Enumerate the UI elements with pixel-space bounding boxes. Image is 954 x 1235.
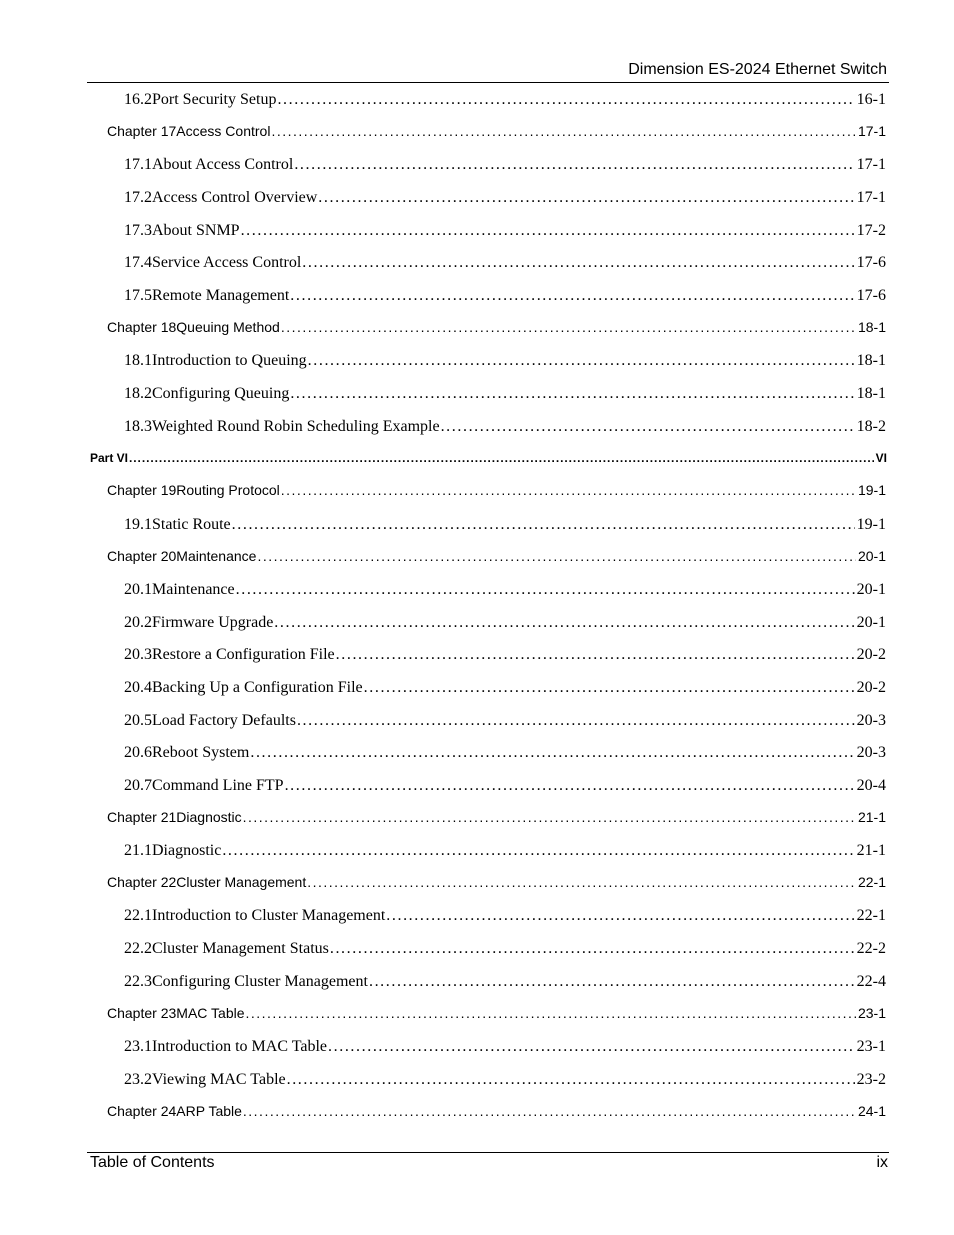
- footer-page-number: ix: [876, 1154, 888, 1171]
- toc-section-row[interactable]: [0, 777, 954, 799]
- dot-leader: [236, 581, 855, 599]
- toc-entry-page: 20-2: [856, 646, 886, 663]
- dot-leader: [281, 319, 856, 335]
- dot-leader: [129, 451, 874, 465]
- dot-leader: [246, 1005, 856, 1021]
- toc-entry-page: 20-2: [856, 679, 886, 696]
- dot-leader: [308, 352, 855, 370]
- toc-entry-number: 18.2: [124, 385, 152, 402]
- toc-entry-title: Introduction to Queuing: [152, 352, 307, 369]
- toc-section-row[interactable]: [0, 1071, 954, 1093]
- toc-entry-page: 20-3: [856, 712, 886, 729]
- toc-section-row[interactable]: [0, 287, 954, 309]
- toc-chapter-row[interactable]: [0, 548, 954, 570]
- toc-entry-page: 18-2: [856, 418, 886, 435]
- toc-entry-page: 17-1: [856, 189, 886, 206]
- toc-section-row[interactable]: [0, 91, 954, 113]
- toc-entry-page: 21-1: [856, 842, 886, 859]
- toc-entry-number: Chapter 21: [107, 809, 177, 825]
- toc-section-row[interactable]: [0, 222, 954, 244]
- toc-entry-title: Introduction to MAC Table: [152, 1038, 328, 1055]
- toc-entry-title: Port Security Setup: [152, 91, 277, 108]
- footer-divider: [87, 1152, 889, 1153]
- dot-leader: [386, 907, 854, 925]
- toc-entry-title: Weighted Round Robin Scheduling Example: [152, 418, 440, 435]
- toc-entry-page: 23-2: [856, 1071, 886, 1088]
- toc-entry-number: 22.1: [124, 907, 152, 924]
- toc-section-row[interactable]: [0, 189, 954, 211]
- dot-leader: [297, 712, 855, 730]
- dot-leader: [232, 516, 855, 534]
- toc-entry-page: 20-4: [856, 777, 886, 794]
- dot-leader: [318, 189, 854, 207]
- toc-entry-title: Service Access Control: [152, 254, 302, 271]
- toc-entry-page: 18-1: [856, 385, 886, 402]
- header-divider: [87, 82, 889, 83]
- toc-section-row[interactable]: [0, 940, 954, 962]
- toc-entry-page: 22-1: [856, 907, 886, 924]
- toc-entry-title: Remote Management: [152, 287, 290, 304]
- toc-entry-number: 23.1: [124, 1038, 152, 1055]
- toc-entry-number: 17.1: [124, 156, 152, 173]
- dot-leader: [241, 222, 855, 240]
- dot-leader: [441, 418, 855, 436]
- toc-entry-title: About Access Control: [152, 156, 294, 173]
- dot-leader: [330, 940, 855, 958]
- toc-entry-page: 21-1: [857, 809, 886, 825]
- toc-entry-title: Queuing Method: [176, 319, 280, 335]
- toc-section-row[interactable]: [0, 614, 954, 636]
- dot-leader: [364, 679, 855, 697]
- toc-entry-number: Chapter 17: [107, 123, 177, 139]
- dot-leader: [290, 287, 854, 305]
- toc-entry-page: 17-6: [856, 287, 886, 304]
- toc-chapter-row[interactable]: [0, 319, 954, 341]
- toc-entry-page: 20-3: [856, 744, 886, 761]
- toc-entry-title: Access Control Overview: [152, 189, 318, 206]
- toc-entry-number: 17.3: [124, 222, 152, 239]
- toc-entry-title: Cluster Management Status: [152, 940, 329, 957]
- toc-entry-number: Chapter 24: [107, 1103, 177, 1119]
- toc-section-row[interactable]: [0, 842, 954, 864]
- toc-entry-title: MAC Table: [176, 1005, 245, 1021]
- dot-leader: [271, 123, 856, 139]
- toc-entry-number: 22.2: [124, 940, 152, 957]
- toc-entry-title: ARP Table: [176, 1103, 242, 1119]
- toc-entry-number: 17.2: [124, 189, 152, 206]
- toc-section-row[interactable]: [0, 679, 954, 701]
- toc-chapter-row[interactable]: [0, 482, 954, 504]
- toc-section-row[interactable]: [0, 418, 954, 440]
- toc-chapter-row[interactable]: [0, 1103, 954, 1125]
- toc-entry-page: 19-1: [856, 516, 886, 533]
- toc-entry-page: 22-1: [857, 874, 886, 890]
- toc-entry-page: 17-6: [856, 254, 886, 271]
- toc-entry-title: Diagnostic: [176, 809, 242, 825]
- dot-leader: [274, 614, 854, 632]
- toc-entry-title: Viewing MAC Table: [152, 1071, 286, 1088]
- toc-entry-title: Maintenance: [176, 548, 257, 564]
- toc-entry-number: 20.4: [124, 679, 152, 696]
- toc-entry-number: 17.4: [124, 254, 152, 271]
- toc-entry-title: Backing Up a Configuration File: [152, 679, 363, 696]
- dot-leader: [287, 1071, 855, 1089]
- toc-entry-title: Configuring Cluster Management: [152, 973, 368, 990]
- toc-entry-title: Maintenance: [152, 581, 235, 598]
- toc-entry-number: Chapter 23: [107, 1005, 177, 1021]
- dot-leader: [257, 548, 856, 564]
- toc-entry-page: 19-1: [857, 482, 886, 498]
- toc-section-row[interactable]: [0, 712, 954, 734]
- toc-entry-page: 18-1: [857, 319, 886, 335]
- toc-entry-number: 16.2: [124, 91, 152, 108]
- toc-section-row[interactable]: [0, 646, 954, 668]
- dot-leader: [250, 744, 854, 762]
- toc-section-row[interactable]: [0, 973, 954, 995]
- toc-entry-title: Firmware Upgrade: [152, 614, 274, 631]
- toc-section-row[interactable]: [0, 156, 954, 178]
- toc-chapter-row[interactable]: [0, 1005, 954, 1027]
- toc-entry-title: Configuring Queuing: [152, 385, 290, 402]
- toc-entry-number: 20.3: [124, 646, 152, 663]
- toc-entry-number: 22.3: [124, 973, 152, 990]
- toc-entry-number: Chapter 18: [107, 319, 177, 335]
- toc-section-row[interactable]: [0, 254, 954, 276]
- running-header-title: Dimension ES-2024 Ethernet Switch: [628, 61, 887, 78]
- dot-leader: [290, 385, 854, 403]
- toc-entry-page: 22-2: [856, 940, 886, 957]
- dot-leader: [307, 874, 856, 890]
- toc-entry-number: 18.3: [124, 418, 152, 435]
- toc-entry-number: 19.1: [124, 516, 152, 533]
- toc-entry-title: Restore a Configuration File: [152, 646, 335, 663]
- toc-entry-title: About SNMP: [152, 222, 240, 239]
- toc-entry-title: Reboot System: [152, 744, 250, 761]
- toc-section-row[interactable]: [0, 352, 954, 374]
- toc-entry-page: 22-4: [856, 973, 886, 990]
- toc-entry-page: 20-1: [857, 548, 886, 564]
- toc-entry-title: Command Line FTP: [152, 777, 284, 794]
- toc-entry-title: Load Factory Defaults: [152, 712, 296, 729]
- toc-entry-title: Routing Protocol: [176, 482, 280, 498]
- toc-entry-page: 17-2: [856, 222, 886, 239]
- dot-leader: [281, 482, 856, 498]
- toc-part-row[interactable]: [0, 451, 954, 473]
- toc-entry-number: 20.7: [124, 777, 152, 794]
- toc-entry-page: 18-1: [856, 352, 886, 369]
- toc-entry-page: 20-1: [856, 581, 886, 598]
- toc-entry-number: 20.1: [124, 581, 152, 598]
- toc-section-row[interactable]: [0, 581, 954, 603]
- toc-entry-number: 17.5: [124, 287, 152, 304]
- toc-entry-number: 18.1: [124, 352, 152, 369]
- toc-entry-number: 21.1: [124, 842, 152, 859]
- toc-entry-number: Chapter 22: [107, 874, 177, 890]
- toc-section-row[interactable]: [0, 516, 954, 538]
- toc-entry-number: Chapter 19: [107, 482, 177, 498]
- dot-leader: [243, 809, 856, 825]
- toc-entry-page: 16-1: [856, 91, 886, 108]
- toc-entry-page: 23-1: [857, 1005, 886, 1021]
- dot-leader: [222, 842, 854, 860]
- toc-chapter-row[interactable]: [0, 874, 954, 896]
- toc-entry-title: Cluster Management: [176, 874, 307, 890]
- dot-leader: [277, 91, 854, 109]
- dot-leader: [243, 1103, 856, 1119]
- toc-chapter-row[interactable]: [0, 809, 954, 831]
- toc-entry-number: Chapter 20: [107, 548, 177, 564]
- toc-section-row[interactable]: [0, 907, 954, 929]
- dot-leader: [285, 777, 855, 795]
- dot-leader: [369, 973, 855, 991]
- toc-entry-page: 24-1: [857, 1103, 886, 1119]
- toc-entry-page: 17-1: [857, 123, 886, 139]
- dot-leader: [294, 156, 854, 174]
- dot-leader: [328, 1038, 855, 1056]
- toc-section-row[interactable]: [0, 1038, 954, 1060]
- dot-leader: [336, 646, 855, 664]
- toc-entry-title: Access Control: [176, 123, 271, 139]
- toc-entry-number: 20.6: [124, 744, 152, 761]
- toc-section-row[interactable]: [0, 744, 954, 766]
- toc-entry-title: Diagnostic: [152, 842, 222, 859]
- toc-entry-page: 17-1: [856, 156, 886, 173]
- toc-entry-title: Introduction to Cluster Management: [152, 907, 386, 924]
- toc-entry-page: 20-1: [856, 614, 886, 631]
- toc-chapter-row[interactable]: [0, 123, 954, 145]
- toc-entry-title: Part VI: [90, 451, 129, 465]
- toc-entry-number: 20.5: [124, 712, 152, 729]
- toc-entry-title: Static Route: [152, 516, 231, 533]
- dot-leader: [302, 254, 854, 272]
- toc-entry-page: 23-1: [856, 1038, 886, 1055]
- toc-entry-number: 23.2: [124, 1071, 152, 1088]
- toc-section-row[interactable]: [0, 385, 954, 407]
- toc-entry-page: VI: [875, 451, 887, 465]
- toc-entry-number: 20.2: [124, 614, 152, 631]
- footer-section-title: Table of Contents: [90, 1154, 215, 1171]
